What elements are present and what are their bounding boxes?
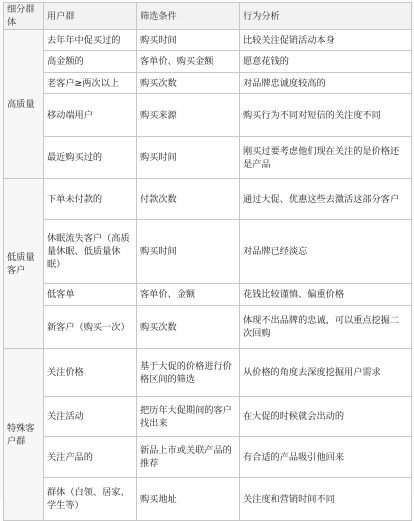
cell-analysis: 比较关注促销活动本身	[240, 30, 412, 51]
table-row	[4, 437, 412, 478]
table-header-row	[4, 3, 412, 30]
cell-filter: 基于大促的价格进行价格区间的筛选	[137, 349, 240, 397]
cell-group: 关注活动	[44, 397, 137, 437]
header-segment: 细分群体	[4, 3, 44, 30]
cell-analysis: 刚买过要考虑他们现在关注的是价格还是产品	[240, 137, 412, 179]
cell-filter: 新品上市或关联产品的推荐	[137, 437, 240, 478]
cell-analysis: 体现不出品牌的忠诚，可以重点挖掘二次回购	[240, 306, 412, 349]
header-user-group: 用户群	[44, 3, 137, 30]
cell-analysis: 通过大促、优惠这些去激活这部分客户	[240, 179, 412, 220]
cell-analysis: 关注度和营销时间不同	[240, 478, 412, 521]
table-row	[4, 284, 412, 306]
cell-group: 去年年中促买过的	[44, 30, 137, 51]
cell-group: 群体（白领、居家、学生等）	[44, 478, 137, 521]
cell-filter: 购买来源	[137, 94, 240, 137]
cell-filter: 客单价、购买金额	[137, 51, 240, 73]
table-row	[4, 478, 412, 521]
cell-analysis: 愿意花钱的	[240, 51, 412, 73]
table-row	[4, 94, 412, 137]
cell-group: 移动端用户	[44, 94, 137, 137]
cell-filter: 购买时间	[137, 220, 240, 284]
cell-filter: 购买时间	[137, 30, 240, 51]
table-row	[4, 51, 412, 73]
segment-special: 特殊客户群	[4, 349, 44, 521]
table-row	[4, 73, 412, 94]
table-row	[4, 30, 412, 51]
cell-group: 高金额的	[44, 51, 137, 73]
cell-analysis: 花钱比较谨慎、偏重价格	[240, 284, 412, 306]
table-row	[4, 306, 412, 349]
table-row	[4, 137, 412, 179]
table-row	[4, 349, 412, 397]
cell-group: 低客单	[44, 284, 137, 306]
cell-filter: 购买次数	[137, 306, 240, 349]
header-analysis: 行为分析	[240, 3, 412, 30]
cell-filter: 客单价、金额	[137, 284, 240, 306]
customer-segment-table	[3, 2, 412, 521]
cell-analysis: 在大促的时候就会出动的	[240, 397, 412, 437]
cell-group: 新客户（购买一次）	[44, 306, 137, 349]
cell-group: 关注价格	[44, 349, 137, 397]
cell-analysis: 从价格的角度去深度挖掘用户需求	[240, 349, 412, 397]
cell-group: 下单未付款的	[44, 179, 137, 220]
cell-group: 休眠流失客户（高质量休眠、低质量休眠）	[44, 220, 137, 284]
header-filter: 筛选条件	[137, 3, 240, 30]
table-row	[4, 179, 412, 220]
cell-analysis: 对品牌已经淡忘	[240, 220, 412, 284]
cell-filter: 购买时间	[137, 137, 240, 179]
cell-analysis: 有合适的产品吸引他回来	[240, 437, 412, 478]
cell-filter: 付款次数	[137, 179, 240, 220]
cell-group: 关注产品的	[44, 437, 137, 478]
cell-analysis: 对品牌忠诚度较高的	[240, 73, 412, 94]
segment-low-quality: 低质量客户	[4, 179, 44, 349]
cell-group: 老客户≥两次以上	[44, 73, 137, 94]
cell-filter: 购买次数	[137, 73, 240, 94]
table-row	[4, 220, 412, 284]
cell-filter: 购买地址	[137, 478, 240, 521]
cell-filter: 把历年大促期间的客户找出来	[137, 397, 240, 437]
table-row	[4, 397, 412, 437]
cell-analysis: 购买行为不同对短信的关注度不同	[240, 94, 412, 137]
segment-high-quality: 高质量	[4, 30, 44, 179]
cell-group: 最近购买过的	[44, 137, 137, 179]
